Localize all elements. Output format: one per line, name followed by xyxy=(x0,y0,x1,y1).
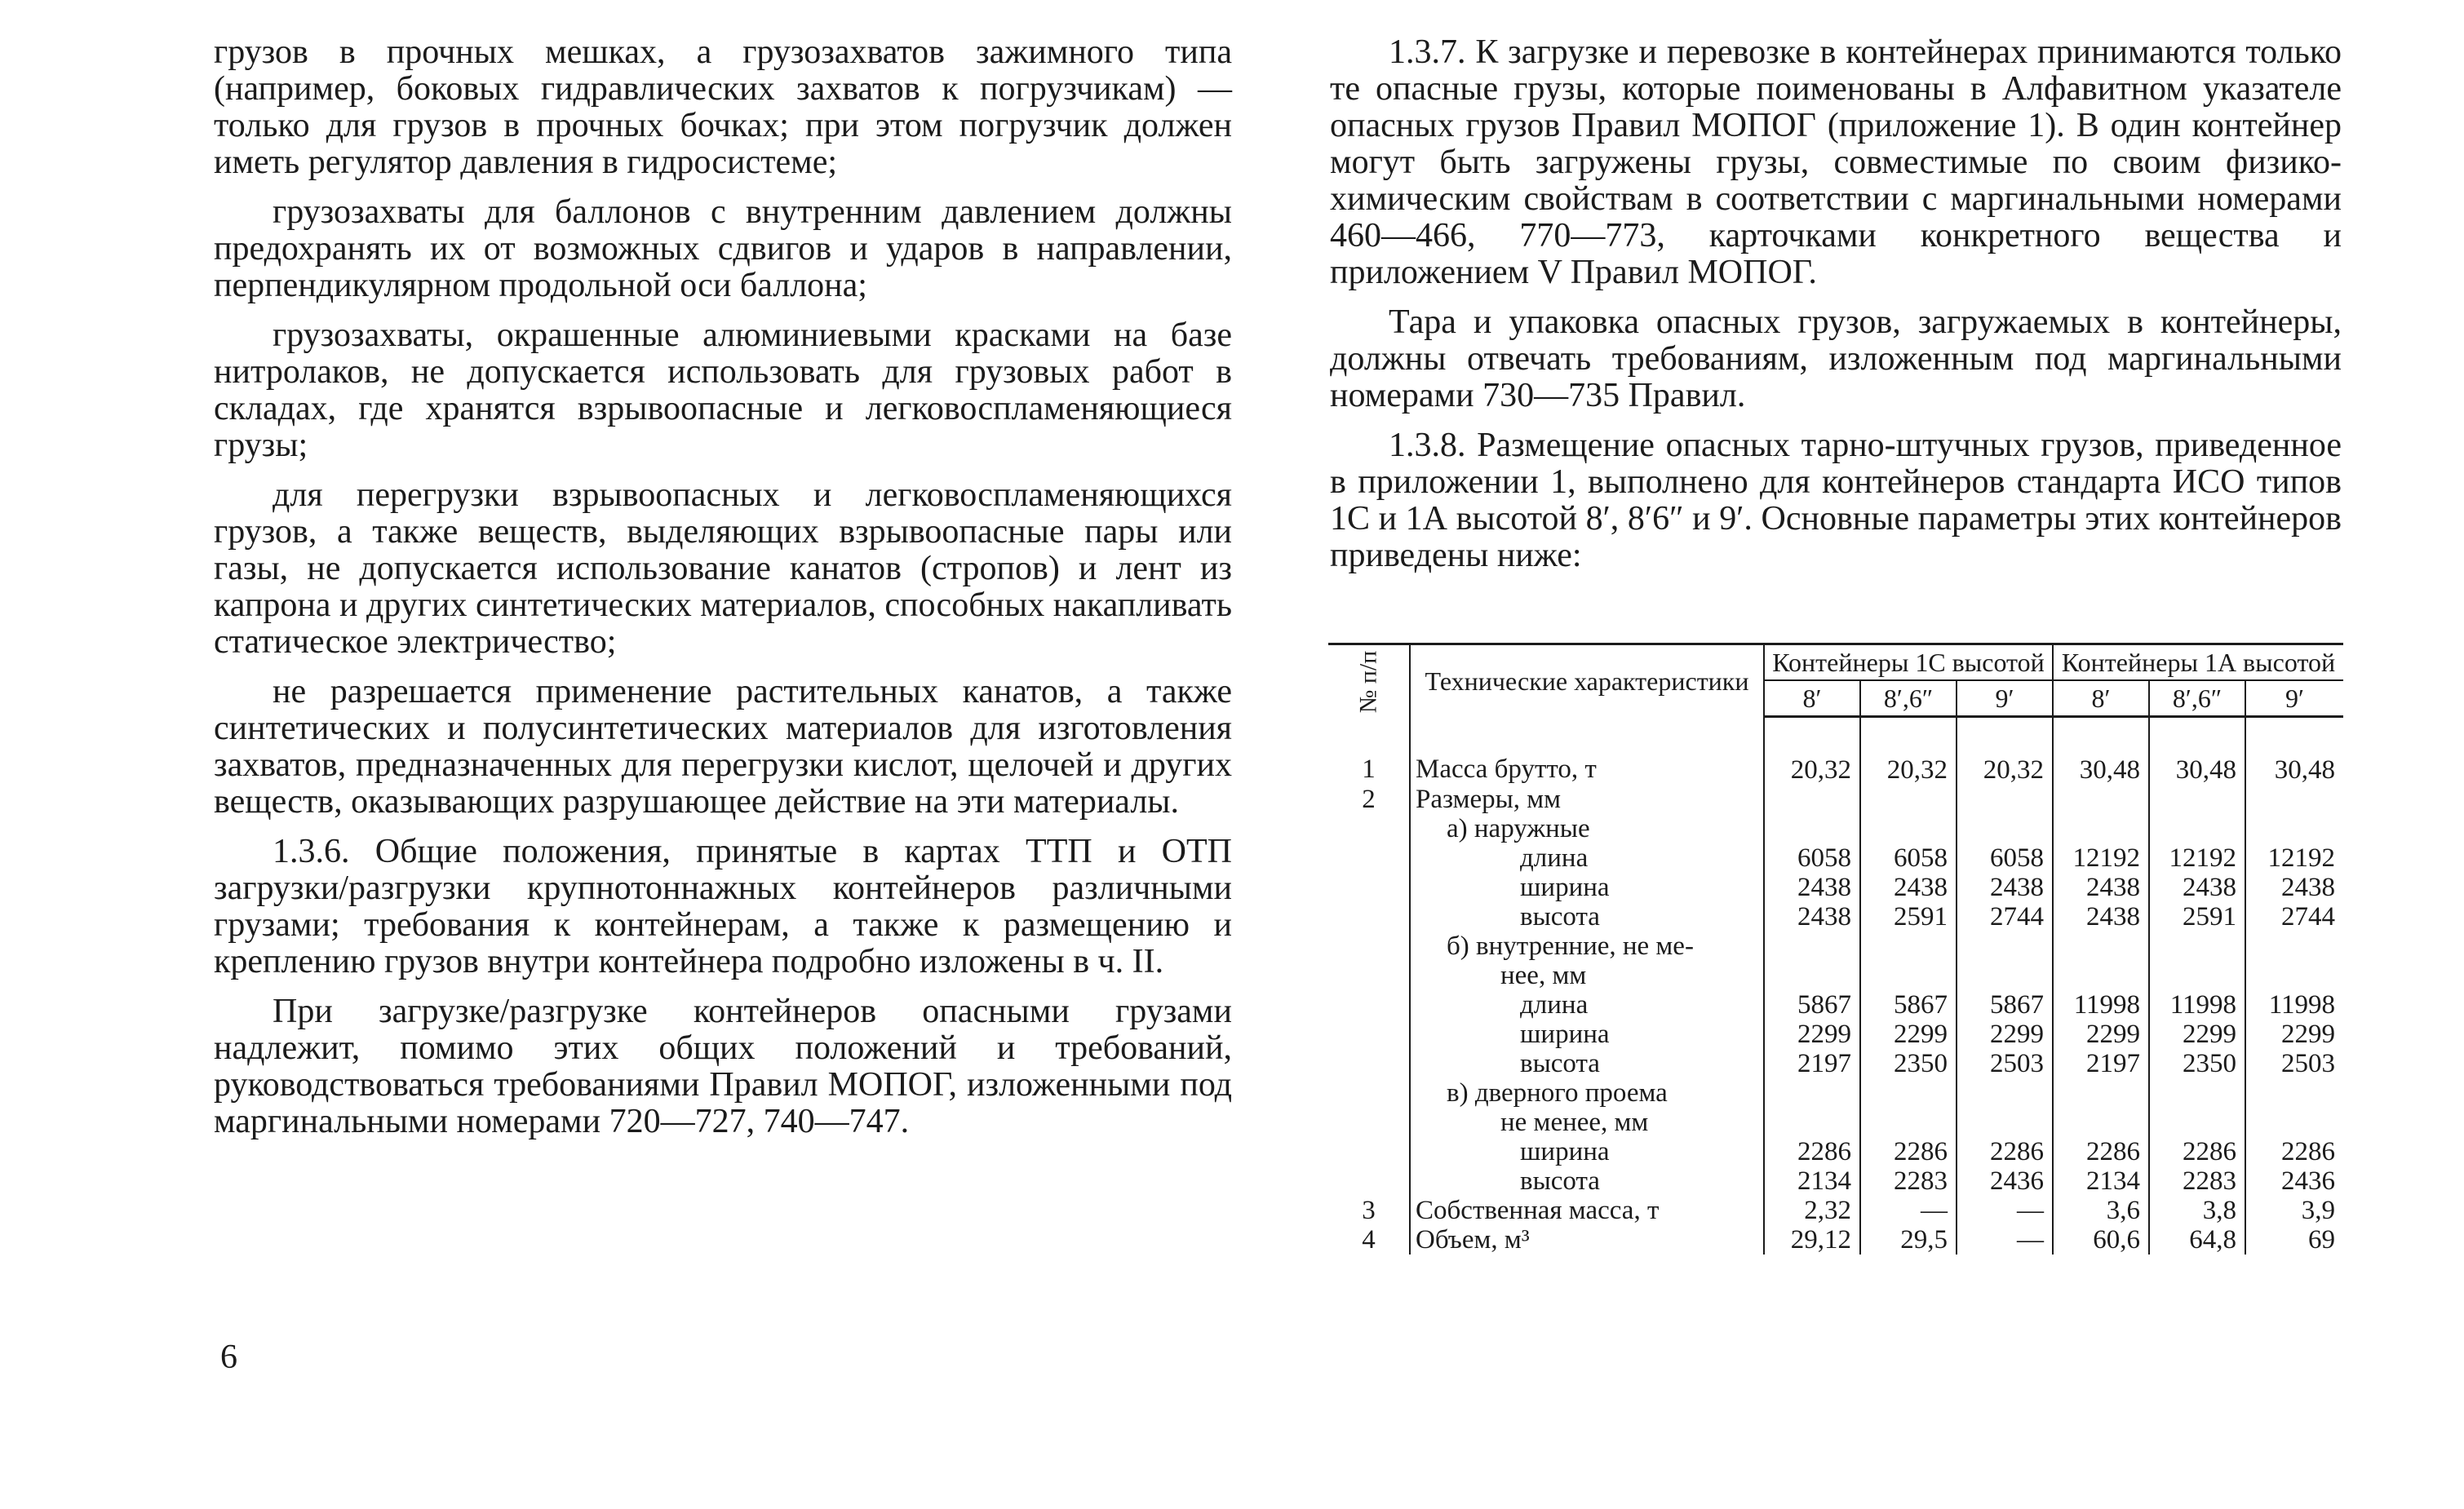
paragraph: 1.3.7. К загрузке и перевозке в контейнерах принимаются только те опасные грузы, которые поименованы в Алфавитном указателе опасных грузов Правил МОПОГ (приложение 1). В один контейнер могут быть загружены грузы, совместимые по своим физико-химическим свойствам в соответствии с маргинальными номерами 460—466, 770—773, карточками конкретного вещества и приложением V Правил МОПОГ. xyxy=(1330,33,2342,291)
row-value: 2286 xyxy=(2149,1137,2245,1166)
row-value xyxy=(1764,1108,1860,1137)
paragraph: При загрузке/разгрузке контейнеров опасными грузами надлежит, помимо этих общих положений и требований, руководствоваться требованиями Правил МОПОГ, изложенными под маргинальными номерами 720—727, 740—747. xyxy=(214,993,1232,1140)
row-value: 5867 xyxy=(1957,990,2053,1020)
row-value xyxy=(1957,932,2053,961)
row-value xyxy=(2149,785,2245,814)
row-value: 29,5 xyxy=(1860,1225,1957,1255)
table-row xyxy=(1328,843,2343,873)
row-characteristic: Размеры, мм xyxy=(1410,785,1764,814)
table-row xyxy=(1328,990,2343,1020)
header-group-1a: Контейнеры 1А высотой xyxy=(2053,644,2343,681)
row-number xyxy=(1328,902,1410,932)
paragraph: для перегрузки взрывоопасных и легковоспламеняющихся грузов, а также веществ, выделяющих взрывоопасные пары или газы, не допускается использование канатов (стропов) и лент из капрона и других синтетических материалов, способных накапливать статическое электричество; xyxy=(214,476,1232,661)
row-value: 12192 xyxy=(2149,843,2245,873)
row-value: 69 xyxy=(2245,1225,2343,1255)
row-value xyxy=(1860,961,1957,990)
row-characteristic: б) внутренние, не ме- xyxy=(1410,932,1764,961)
paragraph: грузов в прочных мешках, а грузозахватов зажимного типа (например, боковых гидравлических захватов к погрузчикам) — только для грузов в прочных бочках; при этом погрузчик должен иметь регулятор давления в гидросистеме; xyxy=(214,33,1232,181)
table-row xyxy=(1328,961,2343,990)
row-value xyxy=(2149,932,2245,961)
row-value xyxy=(2053,785,2149,814)
row-value xyxy=(2245,1108,2343,1137)
row-value: 20,32 xyxy=(1764,717,1860,785)
row-characteristic: Объем, м³ xyxy=(1410,1225,1764,1255)
row-value: 2438 xyxy=(2245,873,2343,902)
row-value: 3,9 xyxy=(2245,1196,2343,1225)
header-num-text: № п/п xyxy=(1354,650,1382,714)
row-number xyxy=(1328,1108,1410,1137)
row-value: 5867 xyxy=(1860,990,1957,1020)
table-row xyxy=(1328,1108,2343,1137)
row-value xyxy=(1764,814,1860,843)
row-characteristic: Масса брутто, т xyxy=(1410,717,1764,785)
row-value xyxy=(1957,1108,2053,1137)
row-value xyxy=(1957,785,2053,814)
row-value: 11998 xyxy=(2245,990,2343,1020)
row-value: 11998 xyxy=(2149,990,2245,1020)
row-value xyxy=(1860,932,1957,961)
row-value: 30,48 xyxy=(2245,717,2343,785)
header-characteristics: Технические характеристики xyxy=(1410,644,1764,717)
row-value: 2350 xyxy=(1860,1049,1957,1078)
row-number: 4 xyxy=(1362,1225,1376,1255)
row-value: 2744 xyxy=(2245,902,2343,932)
row-value: 2299 xyxy=(2245,1020,2343,1049)
header-num xyxy=(1328,644,1410,717)
row-number: 3 xyxy=(1362,1196,1376,1225)
row-number xyxy=(1328,843,1410,873)
row-value xyxy=(2245,961,2343,990)
row-value: 2197 xyxy=(2053,1049,2149,1078)
row-value: 2299 xyxy=(2149,1020,2245,1049)
row-value: 2436 xyxy=(2245,1166,2343,1196)
row-number: 2 xyxy=(1362,785,1376,814)
row-value xyxy=(2149,814,2245,843)
header-height: 9′ xyxy=(2245,680,2343,717)
paragraph: 1.3.6. Общие положения, принятые в картах ТТП и ОТП загрузки/разгрузки крупнотоннажных контейнеров различными грузами; требования к контейнерам, а также к размещению и креплению грузов внутри контейнера подробно изложены в ч. II. xyxy=(214,833,1232,980)
row-value: 2134 xyxy=(2053,1166,2149,1196)
row-characteristic: Собственная масса, т xyxy=(1410,1196,1764,1225)
header-height: 8′,6″ xyxy=(1860,680,1957,717)
row-value: 29,12 xyxy=(1764,1225,1860,1255)
paragraph: грузозахваты, окрашенные алюминиевыми красками на базе нитролаков, не допускается использовать для грузовых работ в складах, где хранятся взрывоопасные и легковоспламеняющиеся грузы; xyxy=(214,316,1232,464)
row-value xyxy=(1957,961,2053,990)
row-number xyxy=(1328,873,1410,902)
row-number xyxy=(1328,1020,1410,1049)
table-row xyxy=(1328,717,2343,785)
row-value: 2299 xyxy=(1860,1020,1957,1049)
row-value: 2299 xyxy=(1764,1020,1860,1049)
row-characteristic: высота xyxy=(1410,902,1764,932)
row-value xyxy=(2149,961,2245,990)
row-value xyxy=(2053,814,2149,843)
container-specs-table-wrap xyxy=(1328,643,2343,1255)
row-number xyxy=(1328,1078,1410,1108)
row-value: — xyxy=(1957,1225,2053,1255)
row-value xyxy=(1764,785,1860,814)
row-value: 3,6 xyxy=(2053,1196,2149,1225)
row-value: 2591 xyxy=(2149,902,2245,932)
row-value xyxy=(1860,1078,1957,1108)
row-value xyxy=(2053,1078,2149,1108)
row-number xyxy=(1328,1049,1410,1078)
row-value xyxy=(1860,785,1957,814)
table-row xyxy=(1328,902,2343,932)
row-value xyxy=(2053,932,2149,961)
row-value: 2591 xyxy=(1860,902,1957,932)
row-value: 2286 xyxy=(1860,1137,1957,1166)
row-value: 2744 xyxy=(1957,902,2053,932)
row-value: — xyxy=(1860,1196,1957,1225)
header-height: 9′ xyxy=(1957,680,2053,717)
row-characteristic: длина xyxy=(1410,990,1764,1020)
row-characteristic: ширина xyxy=(1410,1137,1764,1166)
row-value: 60,6 xyxy=(2053,1225,2149,1255)
row-value xyxy=(2149,1108,2245,1137)
header-group-1c: Контейнеры 1С высотой xyxy=(1764,644,2053,681)
row-value: 2286 xyxy=(1957,1137,2053,1166)
table-row xyxy=(1328,1196,2343,1225)
row-value: 2283 xyxy=(1860,1166,1957,1196)
row-number xyxy=(1328,932,1410,961)
row-value xyxy=(1764,932,1860,961)
row-value: 5867 xyxy=(1764,990,1860,1020)
paragraph: 1.3.8. Размещение опасных тарно-штучных грузов, приведенное в приложении 1, выполнено для контейнеров стандарта ИСО типов 1С и 1А высотой 8′, 8′6″ и 9′. Основные параметры этих контейнеров приведены ниже: xyxy=(1330,427,2342,574)
row-characteristic: ширина xyxy=(1410,873,1764,902)
row-number xyxy=(1328,814,1410,843)
row-value: 64,8 xyxy=(2149,1225,2245,1255)
row-value: 11998 xyxy=(2053,990,2149,1020)
table-row xyxy=(1328,1166,2343,1196)
row-value: 2286 xyxy=(2245,1137,2343,1166)
row-value xyxy=(2245,932,2343,961)
right-column xyxy=(1330,34,2342,587)
row-value: 2436 xyxy=(1957,1166,2053,1196)
row-value: 2503 xyxy=(1957,1049,2053,1078)
header-height: 8′,6″ xyxy=(2149,680,2245,717)
row-value: 2438 xyxy=(1860,873,1957,902)
container-specs-table xyxy=(1328,643,2343,1255)
row-value xyxy=(2053,961,2149,990)
row-value: 12192 xyxy=(2245,843,2343,873)
row-value: — xyxy=(1957,1196,2053,1225)
row-value: 6058 xyxy=(1764,843,1860,873)
row-value: 30,48 xyxy=(2149,717,2245,785)
row-number xyxy=(1328,1137,1410,1166)
row-characteristic: а) наружные xyxy=(1410,814,1764,843)
row-number: 1 xyxy=(1362,754,1376,784)
row-value: 6058 xyxy=(1860,843,1957,873)
row-characteristic: нее, мм xyxy=(1410,961,1764,990)
row-value: 2134 xyxy=(1764,1166,1860,1196)
header-height: 8′ xyxy=(1764,680,1860,717)
table-row xyxy=(1328,1225,2343,1255)
row-characteristic: высота xyxy=(1410,1049,1764,1078)
table-body xyxy=(1328,717,2343,1255)
row-value: 2,32 xyxy=(1764,1196,1860,1225)
row-value: 2438 xyxy=(1957,873,2053,902)
row-value: 2438 xyxy=(1764,902,1860,932)
table-row xyxy=(1328,1137,2343,1166)
row-value: 2299 xyxy=(1957,1020,2053,1049)
row-value: 2299 xyxy=(2053,1020,2149,1049)
page-number: 6 xyxy=(220,1339,237,1376)
row-value: 20,32 xyxy=(1860,717,1957,785)
table-row xyxy=(1328,785,2343,814)
row-number xyxy=(1328,961,1410,990)
table-row xyxy=(1328,1020,2343,1049)
row-value: 2286 xyxy=(2053,1137,2149,1166)
row-value: 3,8 xyxy=(2149,1196,2245,1225)
row-value xyxy=(1860,814,1957,843)
row-value: 30,48 xyxy=(2053,717,2149,785)
row-characteristic: ширина xyxy=(1410,1020,1764,1049)
row-characteristic: в) дверного проема xyxy=(1410,1078,1764,1108)
table-row xyxy=(1328,932,2343,961)
row-characteristic: длина xyxy=(1410,843,1764,873)
row-number xyxy=(1328,1166,1410,1196)
row-value xyxy=(1957,814,2053,843)
paragraph: не разрешается применение растительных канатов, а также синтетических и полусинтетических материалов для изготовления захватов, предназначенных для перегрузки кислот, щелочей и других веществ, оказывающих разрушающее действие на эти материалы. xyxy=(214,673,1232,821)
row-value xyxy=(2149,1078,2245,1108)
paragraph: грузозахваты для баллонов с внутренним давлением должны предохранять их от возможных сдвигов и ударов в направлении, перпендикулярном продольной оси баллона; xyxy=(214,193,1232,304)
row-value xyxy=(2245,814,2343,843)
table-row xyxy=(1328,1078,2343,1108)
row-value: 2438 xyxy=(1764,873,1860,902)
row-value xyxy=(2245,1078,2343,1108)
table-row xyxy=(1328,1049,2343,1078)
row-characteristic: не менее, мм xyxy=(1410,1108,1764,1137)
table-header xyxy=(1328,644,2343,717)
row-value xyxy=(1764,961,1860,990)
row-value: 20,32 xyxy=(1957,717,2053,785)
table-row xyxy=(1328,873,2343,902)
row-value: 2197 xyxy=(1764,1049,1860,1078)
row-value xyxy=(2053,1108,2149,1137)
row-value: 12192 xyxy=(2053,843,2149,873)
row-value: 2283 xyxy=(2149,1166,2245,1196)
row-characteristic: высота xyxy=(1410,1166,1764,1196)
row-value: 2350 xyxy=(2149,1049,2245,1078)
row-value: 2438 xyxy=(2053,873,2149,902)
row-value: 2286 xyxy=(1764,1137,1860,1166)
table-row xyxy=(1328,814,2343,843)
row-value xyxy=(1957,1078,2053,1108)
header-height: 8′ xyxy=(2053,680,2149,717)
row-value: 6058 xyxy=(1957,843,2053,873)
paragraph: Тара и упаковка опасных грузов, загружаемых в контейнеры, должны отвечать требованиям, изложенным под маргинальными номерами 730—735 Правил. xyxy=(1330,303,2342,414)
row-value: 2438 xyxy=(2149,873,2245,902)
row-number xyxy=(1328,990,1410,1020)
row-value: 2503 xyxy=(2245,1049,2343,1078)
row-value xyxy=(2245,785,2343,814)
row-value xyxy=(1860,1108,1957,1137)
left-column xyxy=(214,34,1232,1153)
row-value xyxy=(1764,1078,1860,1108)
row-value: 2438 xyxy=(2053,902,2149,932)
